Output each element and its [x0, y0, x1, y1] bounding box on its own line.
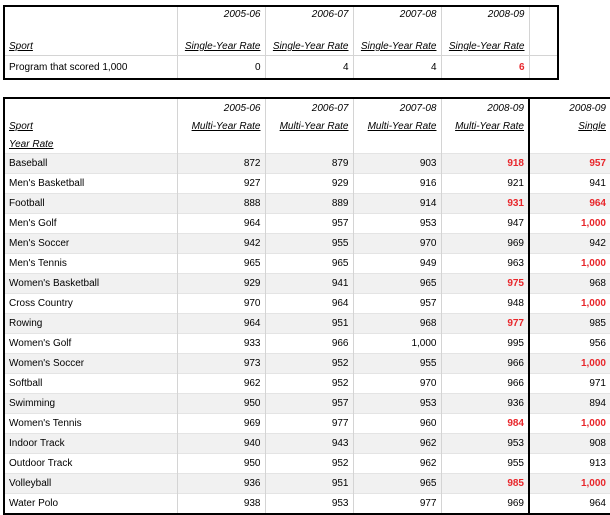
rate-value: 964 — [177, 314, 265, 334]
rate-value: 889 — [265, 194, 353, 214]
rate-value: 950 — [177, 394, 265, 414]
rate-value: 965 — [265, 254, 353, 274]
sport-name: Softball — [4, 374, 177, 394]
table-row — [4, 494, 610, 515]
rate-value: 973 — [177, 354, 265, 374]
table-row — [4, 254, 610, 274]
sport-name: Volleyball — [4, 474, 177, 494]
rate-value: 908 — [529, 434, 610, 454]
rate-header: Single-Year Rate — [177, 22, 265, 56]
year-header: 2006-07 — [265, 6, 353, 22]
rate-value: 947 — [441, 214, 529, 234]
program-value: 4 — [353, 56, 441, 80]
rate-value: 969 — [177, 414, 265, 434]
rate-value: 965 — [353, 474, 441, 494]
rate-value: 929 — [177, 274, 265, 294]
table-row — [4, 374, 610, 394]
rate-value: 956 — [529, 334, 610, 354]
rate-header: Single-Year Rate — [441, 22, 529, 56]
sport-name: Women's Golf — [4, 334, 177, 354]
rate-value: 1,000 — [529, 214, 610, 234]
rate-value: 938 — [177, 494, 265, 515]
year-header: 2007-08 — [353, 6, 441, 22]
single-year-rate-table — [3, 5, 559, 80]
rate-value: 977 — [441, 314, 529, 334]
rate-value: 941 — [529, 174, 610, 194]
table-row — [4, 174, 610, 194]
rate-value: 963 — [441, 254, 529, 274]
corner-cell — [4, 98, 177, 118]
year-header: 2008-09 — [529, 98, 610, 118]
rate-value: 942 — [177, 234, 265, 254]
rate-value: 955 — [265, 234, 353, 254]
rate-value: 962 — [353, 454, 441, 474]
table-row — [4, 194, 610, 214]
rate-value: 970 — [353, 234, 441, 254]
rate-value: 975 — [441, 274, 529, 294]
table-row — [4, 354, 610, 374]
rate-value: 985 — [441, 474, 529, 494]
rate-value: 968 — [353, 314, 441, 334]
rate-value: 966 — [441, 374, 529, 394]
year-header: 2005-06 — [177, 98, 265, 118]
rate-header: Multi-Year Rate — [265, 118, 353, 135]
column-header-row — [4, 118, 610, 135]
sport-header: Sport — [4, 118, 177, 135]
rate-value: 966 — [265, 334, 353, 354]
sport-name: Women's Basketball — [4, 274, 177, 294]
year-rate-label: Year Rate — [4, 135, 177, 154]
empty-cell — [353, 135, 441, 154]
sport-name: Football — [4, 194, 177, 214]
empty-cell — [177, 135, 265, 154]
table-row — [4, 454, 610, 474]
rate-value: 964 — [529, 494, 610, 515]
sport-name: Women's Tennis — [4, 414, 177, 434]
rate-value: 1,000 — [529, 474, 610, 494]
rate-header: Single — [529, 118, 610, 135]
rate-value: 962 — [177, 374, 265, 394]
year-rate-row — [4, 135, 610, 154]
empty-cell — [529, 6, 558, 22]
year-header-row — [4, 6, 558, 22]
rate-value: 984 — [441, 414, 529, 434]
rate-value: 1,000 — [529, 354, 610, 374]
rate-value: 952 — [265, 354, 353, 374]
rate-header: Multi-Year Rate — [177, 118, 265, 135]
rate-value: 931 — [441, 194, 529, 214]
rate-value: 936 — [441, 394, 529, 414]
sport-name: Men's Soccer — [4, 234, 177, 254]
rate-value: 955 — [353, 354, 441, 374]
table-row — [4, 214, 610, 234]
rate-value: 879 — [265, 154, 353, 174]
rate-value: 985 — [529, 314, 610, 334]
rate-value: 916 — [353, 174, 441, 194]
rate-value: 955 — [441, 454, 529, 474]
year-header-row — [4, 98, 610, 118]
rate-value: 969 — [441, 494, 529, 515]
table-row — [4, 434, 610, 454]
rate-value: 913 — [529, 454, 610, 474]
year-header: 2007-08 — [353, 98, 441, 118]
sport-rows — [4, 154, 610, 515]
rate-value: 957 — [265, 394, 353, 414]
rate-value: 957 — [529, 154, 610, 174]
empty-cell — [265, 135, 353, 154]
sport-name: Men's Basketball — [4, 174, 177, 194]
rate-header: Single-Year Rate — [353, 22, 441, 56]
rate-value: 872 — [177, 154, 265, 174]
sport-name: Men's Golf — [4, 214, 177, 234]
rate-value: 942 — [529, 234, 610, 254]
sport-name: Baseball — [4, 154, 177, 174]
sport-name: Swimming — [4, 394, 177, 414]
program-label: Program that scored 1,000 — [4, 56, 177, 80]
sport-name: Women's Soccer — [4, 354, 177, 374]
rate-value: 970 — [177, 294, 265, 314]
rate-value: 953 — [353, 394, 441, 414]
rate-value: 950 — [177, 454, 265, 474]
table-row — [4, 294, 610, 314]
rate-value: 977 — [265, 414, 353, 434]
sport-name: Men's Tennis — [4, 254, 177, 274]
table-row — [4, 154, 610, 174]
rate-value: 965 — [177, 254, 265, 274]
table-row — [4, 394, 610, 414]
rate-value: 1,000 — [529, 294, 610, 314]
rate-value: 914 — [353, 194, 441, 214]
rate-value: 927 — [177, 174, 265, 194]
rate-value: 965 — [353, 274, 441, 294]
empty-cell — [441, 135, 529, 154]
rate-value: 949 — [353, 254, 441, 274]
rate-value: 957 — [265, 214, 353, 234]
rate-value: 953 — [441, 434, 529, 454]
rate-value: 903 — [353, 154, 441, 174]
year-header: 2005-06 — [177, 6, 265, 22]
empty-cell — [529, 135, 610, 154]
empty-cell — [529, 22, 558, 56]
rate-value: 968 — [529, 274, 610, 294]
sport-name: Cross Country — [4, 294, 177, 314]
rate-value: 1,000 — [353, 334, 441, 354]
program-value: 4 — [265, 56, 353, 80]
rate-value: 888 — [177, 194, 265, 214]
rate-value: 894 — [529, 394, 610, 414]
table-row — [4, 274, 610, 294]
table-row — [4, 474, 610, 494]
rate-value: 964 — [177, 214, 265, 234]
rate-value: 969 — [441, 234, 529, 254]
program-row — [4, 56, 558, 80]
rate-value: 953 — [265, 494, 353, 515]
rate-value: 971 — [529, 374, 610, 394]
multi-year-rate-table — [3, 97, 610, 515]
rate-value: 918 — [441, 154, 529, 174]
rate-header: Single-Year Rate — [265, 22, 353, 56]
rate-value: 943 — [265, 434, 353, 454]
rate-header: Multi-Year Rate — [353, 118, 441, 135]
empty-cell — [529, 56, 558, 80]
rate-value: 970 — [353, 374, 441, 394]
column-header-row — [4, 22, 558, 56]
rate-value: 929 — [265, 174, 353, 194]
sport-name: Water Polo — [4, 494, 177, 515]
corner-cell — [4, 6, 177, 22]
rate-value: 940 — [177, 434, 265, 454]
table-row — [4, 234, 610, 254]
rate-value: 962 — [353, 434, 441, 454]
rate-header: Multi-Year Rate — [441, 118, 529, 135]
rate-value: 953 — [353, 214, 441, 234]
rate-value: 941 — [265, 274, 353, 294]
table-row — [4, 334, 610, 354]
program-value: 6 — [441, 56, 529, 80]
rate-value: 952 — [265, 374, 353, 394]
year-header: 2008-09 — [441, 98, 529, 118]
rate-value: 957 — [353, 294, 441, 314]
table-row — [4, 414, 610, 434]
program-value: 0 — [177, 56, 265, 80]
sport-name: Outdoor Track — [4, 454, 177, 474]
rate-value: 1,000 — [529, 414, 610, 434]
rate-value: 964 — [529, 194, 610, 214]
sport-header: Sport — [4, 22, 177, 56]
rate-value: 921 — [441, 174, 529, 194]
rate-value: 977 — [353, 494, 441, 515]
year-header: 2006-07 — [265, 98, 353, 118]
table-row — [4, 314, 610, 334]
rate-value: 951 — [265, 314, 353, 334]
sport-name: Rowing — [4, 314, 177, 334]
rate-value: 1,000 — [529, 254, 610, 274]
rate-value: 933 — [177, 334, 265, 354]
rate-value: 966 — [441, 354, 529, 374]
rate-value: 948 — [441, 294, 529, 314]
year-header: 2008-09 — [441, 6, 529, 22]
sport-name: Indoor Track — [4, 434, 177, 454]
rate-value: 960 — [353, 414, 441, 434]
rate-value: 995 — [441, 334, 529, 354]
rate-value: 951 — [265, 474, 353, 494]
rate-value: 964 — [265, 294, 353, 314]
rate-value: 936 — [177, 474, 265, 494]
rate-value: 952 — [265, 454, 353, 474]
